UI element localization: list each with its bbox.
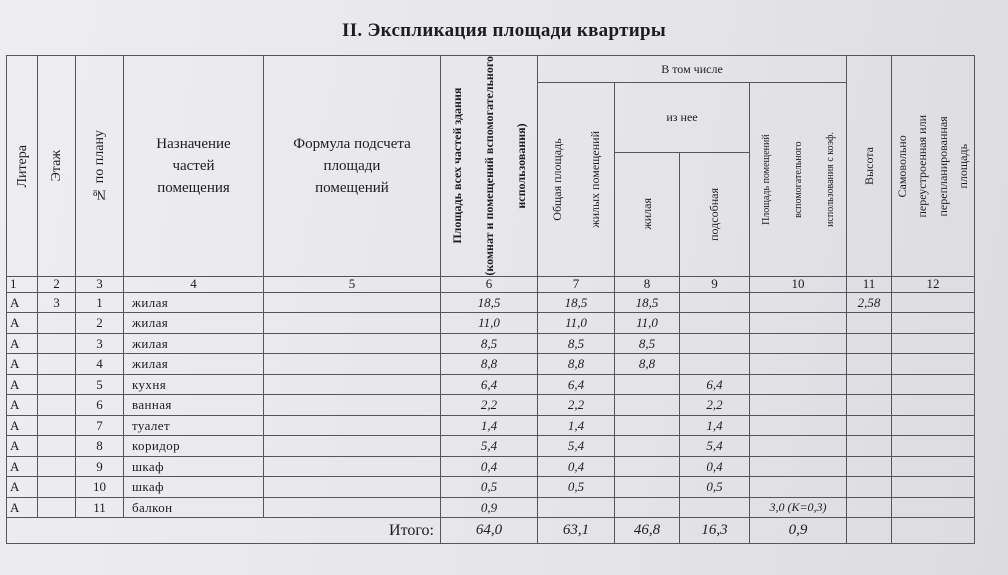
row-height	[847, 436, 892, 457]
table-row	[7, 292, 975, 313]
row-litera: А	[7, 313, 38, 334]
totals-self	[892, 518, 975, 544]
col-number: 3	[76, 276, 124, 292]
row-aux	[680, 292, 750, 313]
row-litera: А	[7, 436, 38, 457]
col-number: 5	[264, 276, 441, 292]
row-formula	[264, 292, 441, 313]
row-number: 4	[76, 354, 124, 375]
totals-living: 46,8	[615, 518, 680, 544]
row-litera: А	[7, 292, 38, 313]
row-number: 11	[76, 497, 124, 518]
row-litera: А	[7, 477, 38, 498]
row-name: жилая	[124, 333, 264, 354]
table-row	[7, 477, 975, 498]
row-name: шкаф	[124, 477, 264, 498]
col-number: 11	[847, 276, 892, 292]
row-self	[892, 436, 975, 457]
row-height	[847, 497, 892, 518]
row-self	[892, 395, 975, 416]
row-litera: А	[7, 354, 38, 375]
row-floor	[38, 354, 76, 375]
row-living	[615, 477, 680, 498]
row-formula	[264, 333, 441, 354]
row-self	[892, 313, 975, 334]
header-litera: Литера	[7, 56, 38, 277]
row-litera: А	[7, 395, 38, 416]
col-number: 1	[7, 276, 38, 292]
row-name: шкаф	[124, 456, 264, 477]
row-number: 1	[76, 292, 124, 313]
row-area: 0,9	[441, 497, 538, 518]
row-number: 8	[76, 436, 124, 457]
row-height	[847, 354, 892, 375]
row-aux-k	[750, 374, 847, 395]
row-self	[892, 497, 975, 518]
row-area: 11,0	[441, 313, 538, 334]
row-floor	[38, 477, 76, 498]
col-number: 12	[892, 276, 975, 292]
row-total-living: 1,4	[538, 415, 615, 436]
totals-height	[847, 518, 892, 544]
row-floor	[38, 333, 76, 354]
row-floor	[38, 415, 76, 436]
table-row	[7, 395, 975, 416]
row-aux: 1,4	[680, 415, 750, 436]
row-name: туалет	[124, 415, 264, 436]
row-floor	[38, 497, 76, 518]
table-row	[7, 497, 975, 518]
header-purpose: Назначение частей помещения	[124, 56, 264, 277]
row-floor	[38, 436, 76, 457]
row-name: балкон	[124, 497, 264, 518]
row-number: 10	[76, 477, 124, 498]
row-aux	[680, 333, 750, 354]
col-number: 6	[441, 276, 538, 292]
row-height	[847, 395, 892, 416]
row-litera: А	[7, 374, 38, 395]
row-aux-k	[750, 354, 847, 375]
col-number: 8	[615, 276, 680, 292]
row-height: 2,58	[847, 292, 892, 313]
row-floor	[38, 456, 76, 477]
table-row	[7, 333, 975, 354]
row-aux: 5,4	[680, 436, 750, 457]
header-formula: Формула подсчета площади помещений	[264, 56, 441, 277]
row-aux-k	[750, 333, 847, 354]
row-self	[892, 292, 975, 313]
row-name: коридор	[124, 436, 264, 457]
row-total-living	[538, 497, 615, 518]
row-living: 18,5	[615, 292, 680, 313]
col-number: 7	[538, 276, 615, 292]
row-aux-k: 3,0 (K=0,3)	[750, 497, 847, 518]
row-aux-k	[750, 292, 847, 313]
row-aux-k	[750, 395, 847, 416]
row-total-living: 0,5	[538, 477, 615, 498]
totals-row	[7, 518, 975, 544]
header-height: Высота	[847, 56, 892, 277]
row-name: жилая	[124, 313, 264, 334]
row-floor	[38, 395, 76, 416]
row-height	[847, 477, 892, 498]
table-body	[7, 292, 975, 518]
row-formula	[264, 395, 441, 416]
row-aux-k	[750, 415, 847, 436]
row-self	[892, 374, 975, 395]
row-height	[847, 456, 892, 477]
row-height	[847, 333, 892, 354]
row-number: 5	[76, 374, 124, 395]
table-row	[7, 313, 975, 334]
row-total-living: 2,2	[538, 395, 615, 416]
row-name: кухня	[124, 374, 264, 395]
row-total-living: 0,4	[538, 456, 615, 477]
header-auxiliary: подсобная	[680, 152, 750, 276]
row-area: 5,4	[441, 436, 538, 457]
row-aux	[680, 354, 750, 375]
row-self	[892, 333, 975, 354]
row-area: 8,5	[441, 333, 538, 354]
row-formula	[264, 374, 441, 395]
row-living	[615, 374, 680, 395]
row-self	[892, 456, 975, 477]
row-total-living: 11,0	[538, 313, 615, 334]
row-formula	[264, 456, 441, 477]
row-living	[615, 497, 680, 518]
table-row	[7, 354, 975, 375]
row-height	[847, 313, 892, 334]
row-litera: А	[7, 497, 38, 518]
row-area: 6,4	[441, 374, 538, 395]
row-number: 9	[76, 456, 124, 477]
row-height	[847, 374, 892, 395]
row-aux-k	[750, 477, 847, 498]
row-living: 8,8	[615, 354, 680, 375]
row-litera: А	[7, 415, 38, 436]
row-area: 18,5	[441, 292, 538, 313]
row-number: 3	[76, 333, 124, 354]
row-formula	[264, 415, 441, 436]
row-aux-k	[750, 456, 847, 477]
col-number: 4	[124, 276, 264, 292]
header-aux-area: Площадь помещений вспомогательного использования с коэф.	[750, 83, 847, 277]
row-total-living: 8,8	[538, 354, 615, 375]
row-aux	[680, 313, 750, 334]
row-aux: 2,2	[680, 395, 750, 416]
row-living	[615, 456, 680, 477]
row-formula	[264, 313, 441, 334]
row-total-living: 6,4	[538, 374, 615, 395]
row-aux-k	[750, 436, 847, 457]
totals-aux: 16,3	[680, 518, 750, 544]
header-total-living: Общая площадь жилых помещений	[538, 83, 615, 277]
row-area: 8,8	[441, 354, 538, 375]
row-living	[615, 436, 680, 457]
col-number: 10	[750, 276, 847, 292]
header-incl: В том числе	[538, 56, 847, 83]
row-area: 0,4	[441, 456, 538, 477]
row-self	[892, 477, 975, 498]
col-number: 2	[38, 276, 76, 292]
row-total-living: 18,5	[538, 292, 615, 313]
row-height	[847, 415, 892, 436]
row-name: ванная	[124, 395, 264, 416]
row-self	[892, 354, 975, 375]
row-aux: 0,5	[680, 477, 750, 498]
row-aux-k	[750, 313, 847, 334]
row-number: 7	[76, 415, 124, 436]
table-row	[7, 415, 975, 436]
row-total-living: 5,4	[538, 436, 615, 457]
row-formula	[264, 436, 441, 457]
totals-label: Итого:	[7, 518, 441, 544]
row-formula	[264, 354, 441, 375]
row-area: 2,2	[441, 395, 538, 416]
row-formula	[264, 477, 441, 498]
table-row	[7, 374, 975, 395]
row-living	[615, 395, 680, 416]
table-row	[7, 456, 975, 477]
row-living: 8,5	[615, 333, 680, 354]
row-floor: 3	[38, 292, 76, 313]
row-aux	[680, 497, 750, 518]
row-aux: 6,4	[680, 374, 750, 395]
header-plan-no: № по плану	[76, 56, 124, 277]
totals-total-living: 63,1	[538, 518, 615, 544]
row-total-living: 8,5	[538, 333, 615, 354]
row-formula	[264, 497, 441, 518]
totals-area: 64,0	[441, 518, 538, 544]
table-row	[7, 436, 975, 457]
row-floor	[38, 313, 76, 334]
row-aux: 0,4	[680, 456, 750, 477]
row-litera: А	[7, 333, 38, 354]
row-number: 2	[76, 313, 124, 334]
row-area: 1,4	[441, 415, 538, 436]
row-self	[892, 415, 975, 436]
explication-table	[6, 55, 975, 544]
row-litera: А	[7, 456, 38, 477]
row-living: 11,0	[615, 313, 680, 334]
header-area-all: Площадь всех частей здания (комнат и помещений вспомогательного использования)	[441, 56, 538, 277]
row-name: жилая	[124, 354, 264, 375]
row-floor	[38, 374, 76, 395]
row-living	[615, 415, 680, 436]
row-name: жилая	[124, 292, 264, 313]
header-self: Самовольно переустроенная или перепланированная площадь	[892, 56, 975, 277]
column-numbers-row	[7, 276, 975, 292]
totals-aux-k: 0,9	[750, 518, 847, 544]
header-of-which: из нее	[615, 83, 750, 153]
row-area: 0,5	[441, 477, 538, 498]
header-living: жилая	[615, 152, 680, 276]
header-floor: Этаж	[38, 56, 76, 277]
document-title: II. Экспликация площади квартиры	[342, 20, 666, 41]
col-number: 9	[680, 276, 750, 292]
row-number: 6	[76, 395, 124, 416]
